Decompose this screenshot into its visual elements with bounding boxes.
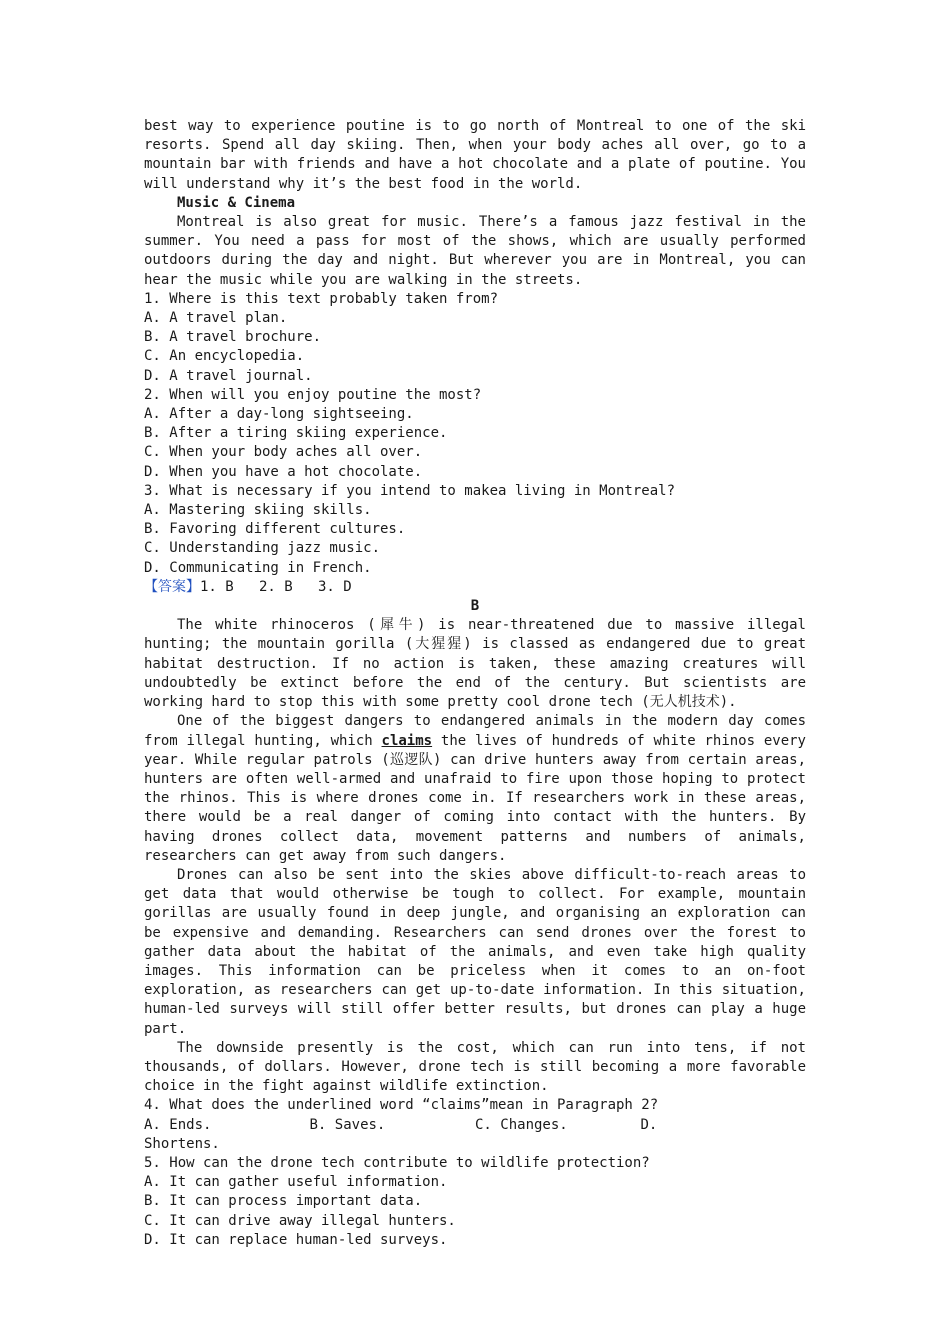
answer-option: D. It can replace human-led surveys.: [144, 1231, 448, 1248]
answer-option: A. Mastering skiing skills.: [144, 502, 372, 519]
answer-option: C. Understanding jazz music.: [144, 540, 381, 557]
answer-options-row: [144, 1116, 806, 1135]
answer-key: [144, 578, 806, 597]
answer-option: D. When you have a hot chocolate.: [144, 463, 423, 480]
question-stem: 2. When will you enjoy poutine the most?: [144, 386, 482, 403]
question-stem: 3. What is necessary if you intend to makea living in Montreal?: [144, 482, 676, 499]
paragraph-text: the lives of hundreds of white rhinos every year. While regular patrols (巡逻队) can drive hunters away from certain areas, hunters are often well-armed and unafraid to fire upon those hoping to protect the rhinos. This is where drones come in. If researchers work in these areas, there would be a real danger of coming into contact with the hunters. By having drones collect data, movement patterns and numbers of animals, researchers can get away from such dangers.: [144, 732, 806, 864]
answer-option: D. Communicating in French.: [144, 559, 372, 576]
question-stem: 1. Where is this text probably taken from?: [144, 290, 499, 307]
answer-option: B. After a tiring skiing experience.: [144, 425, 448, 442]
answer-option: C. It can drive away illegal hunters.: [144, 1212, 456, 1229]
passage-b-paragraph-1: The white rhinoceros (犀牛) is near-threatened due to massive illegal hunting; the mountain gorilla (大猩猩) is classed as endangered due to great habitat destruction. If no action is taken, these amazing creatures will undoubtedly be extinct before the end of the century. But scientists are working hard to stop this with some pretty cool drone tech (无人机技术).: [144, 617, 806, 711]
answer-key-label: 【答案】: [144, 578, 200, 595]
question-5: [144, 1154, 806, 1250]
question-stem: 4. What does the underlined word “claims”mean in Paragraph 2?: [144, 1097, 659, 1114]
passage-a-continuation: best way to experience poutine is to go north of Montreal to one of the ski resorts. Spend all day skiing. Then, when your body aches all over, go to a mountain bar with friends and have a hot chocolate and a plate of poutine. You will understand why it’s the best food in the world.: [144, 118, 806, 192]
document-body: [144, 117, 806, 1250]
section-heading-music-cinema: Music & Cinema: [177, 194, 296, 211]
answer-option: C. When your body aches all over.: [144, 444, 423, 461]
answer-option: B. Favoring different cultures.: [144, 521, 406, 538]
question-4: [144, 1096, 806, 1154]
answer-option: A. Ends.: [144, 1116, 212, 1133]
question-2: [144, 386, 806, 482]
passage-b-paragraph-4: The downside presently is the cost, which can run into tens, if not thousands, of dollars. However, drone tech is still becoming a more favorable choice in the fight against wildlife extinction.: [144, 1039, 806, 1095]
passage-b-title: B: [470, 598, 480, 615]
answer-option: A. A travel plan.: [144, 310, 288, 327]
answer-option: C. An encyclopedia.: [144, 348, 305, 365]
answer-key-text: 1. B 2. B 3. D: [200, 578, 352, 595]
passage-b-paragraph-2: [144, 712, 806, 866]
question-3: [144, 482, 806, 578]
answer-option: B. A travel brochure.: [144, 329, 322, 346]
underlined-word: claims: [381, 732, 433, 749]
answer-option: D. A travel journal.: [144, 367, 313, 384]
passage-b-paragraph-3: Drones can also be sent into the skies above difficult-to-reach areas to get data that would otherwise be tough to collect. For example, mountain gorillas are usually found in deep jungle, and organising an exploration can be expensive and demanding. Researchers can send drones over the forest to gather data about the habitat of the animals, and even take high quality images. This information can be priceless when it comes to an on-foot exploration, as researchers can get up-to-date information. In this situation, human-led surveys will still offer better results, but drones can play a huge part.: [144, 866, 806, 1037]
answer-option-wrap: Shortens.: [144, 1135, 220, 1152]
answer-option: A. It can gather useful information.: [144, 1174, 448, 1191]
answer-option: B. It can process important data.: [144, 1193, 423, 1210]
answer-option: B. Saves.: [309, 1116, 386, 1133]
question-1: [144, 290, 806, 386]
paragraph-text: One of the biggest dangers to endangered animals in the modern day comes from illegal hunting, which: [144, 713, 806, 749]
answer-option: C. Changes.: [475, 1116, 568, 1133]
passage-a-music-paragraph: Montreal is also great for music. There’s a famous jazz festival in the summer. You need a pass for most of the shows, which are usually performed outdoors during the day and night. But wherever you are in Montreal, you can hear the music while you are walking in the streets.: [144, 214, 806, 288]
answer-option: A. After a day-long sightseeing.: [144, 406, 414, 423]
answer-option: D.: [640, 1116, 658, 1133]
question-stem: 5. How can the drone tech contribute to wildlife protection?: [144, 1154, 650, 1171]
